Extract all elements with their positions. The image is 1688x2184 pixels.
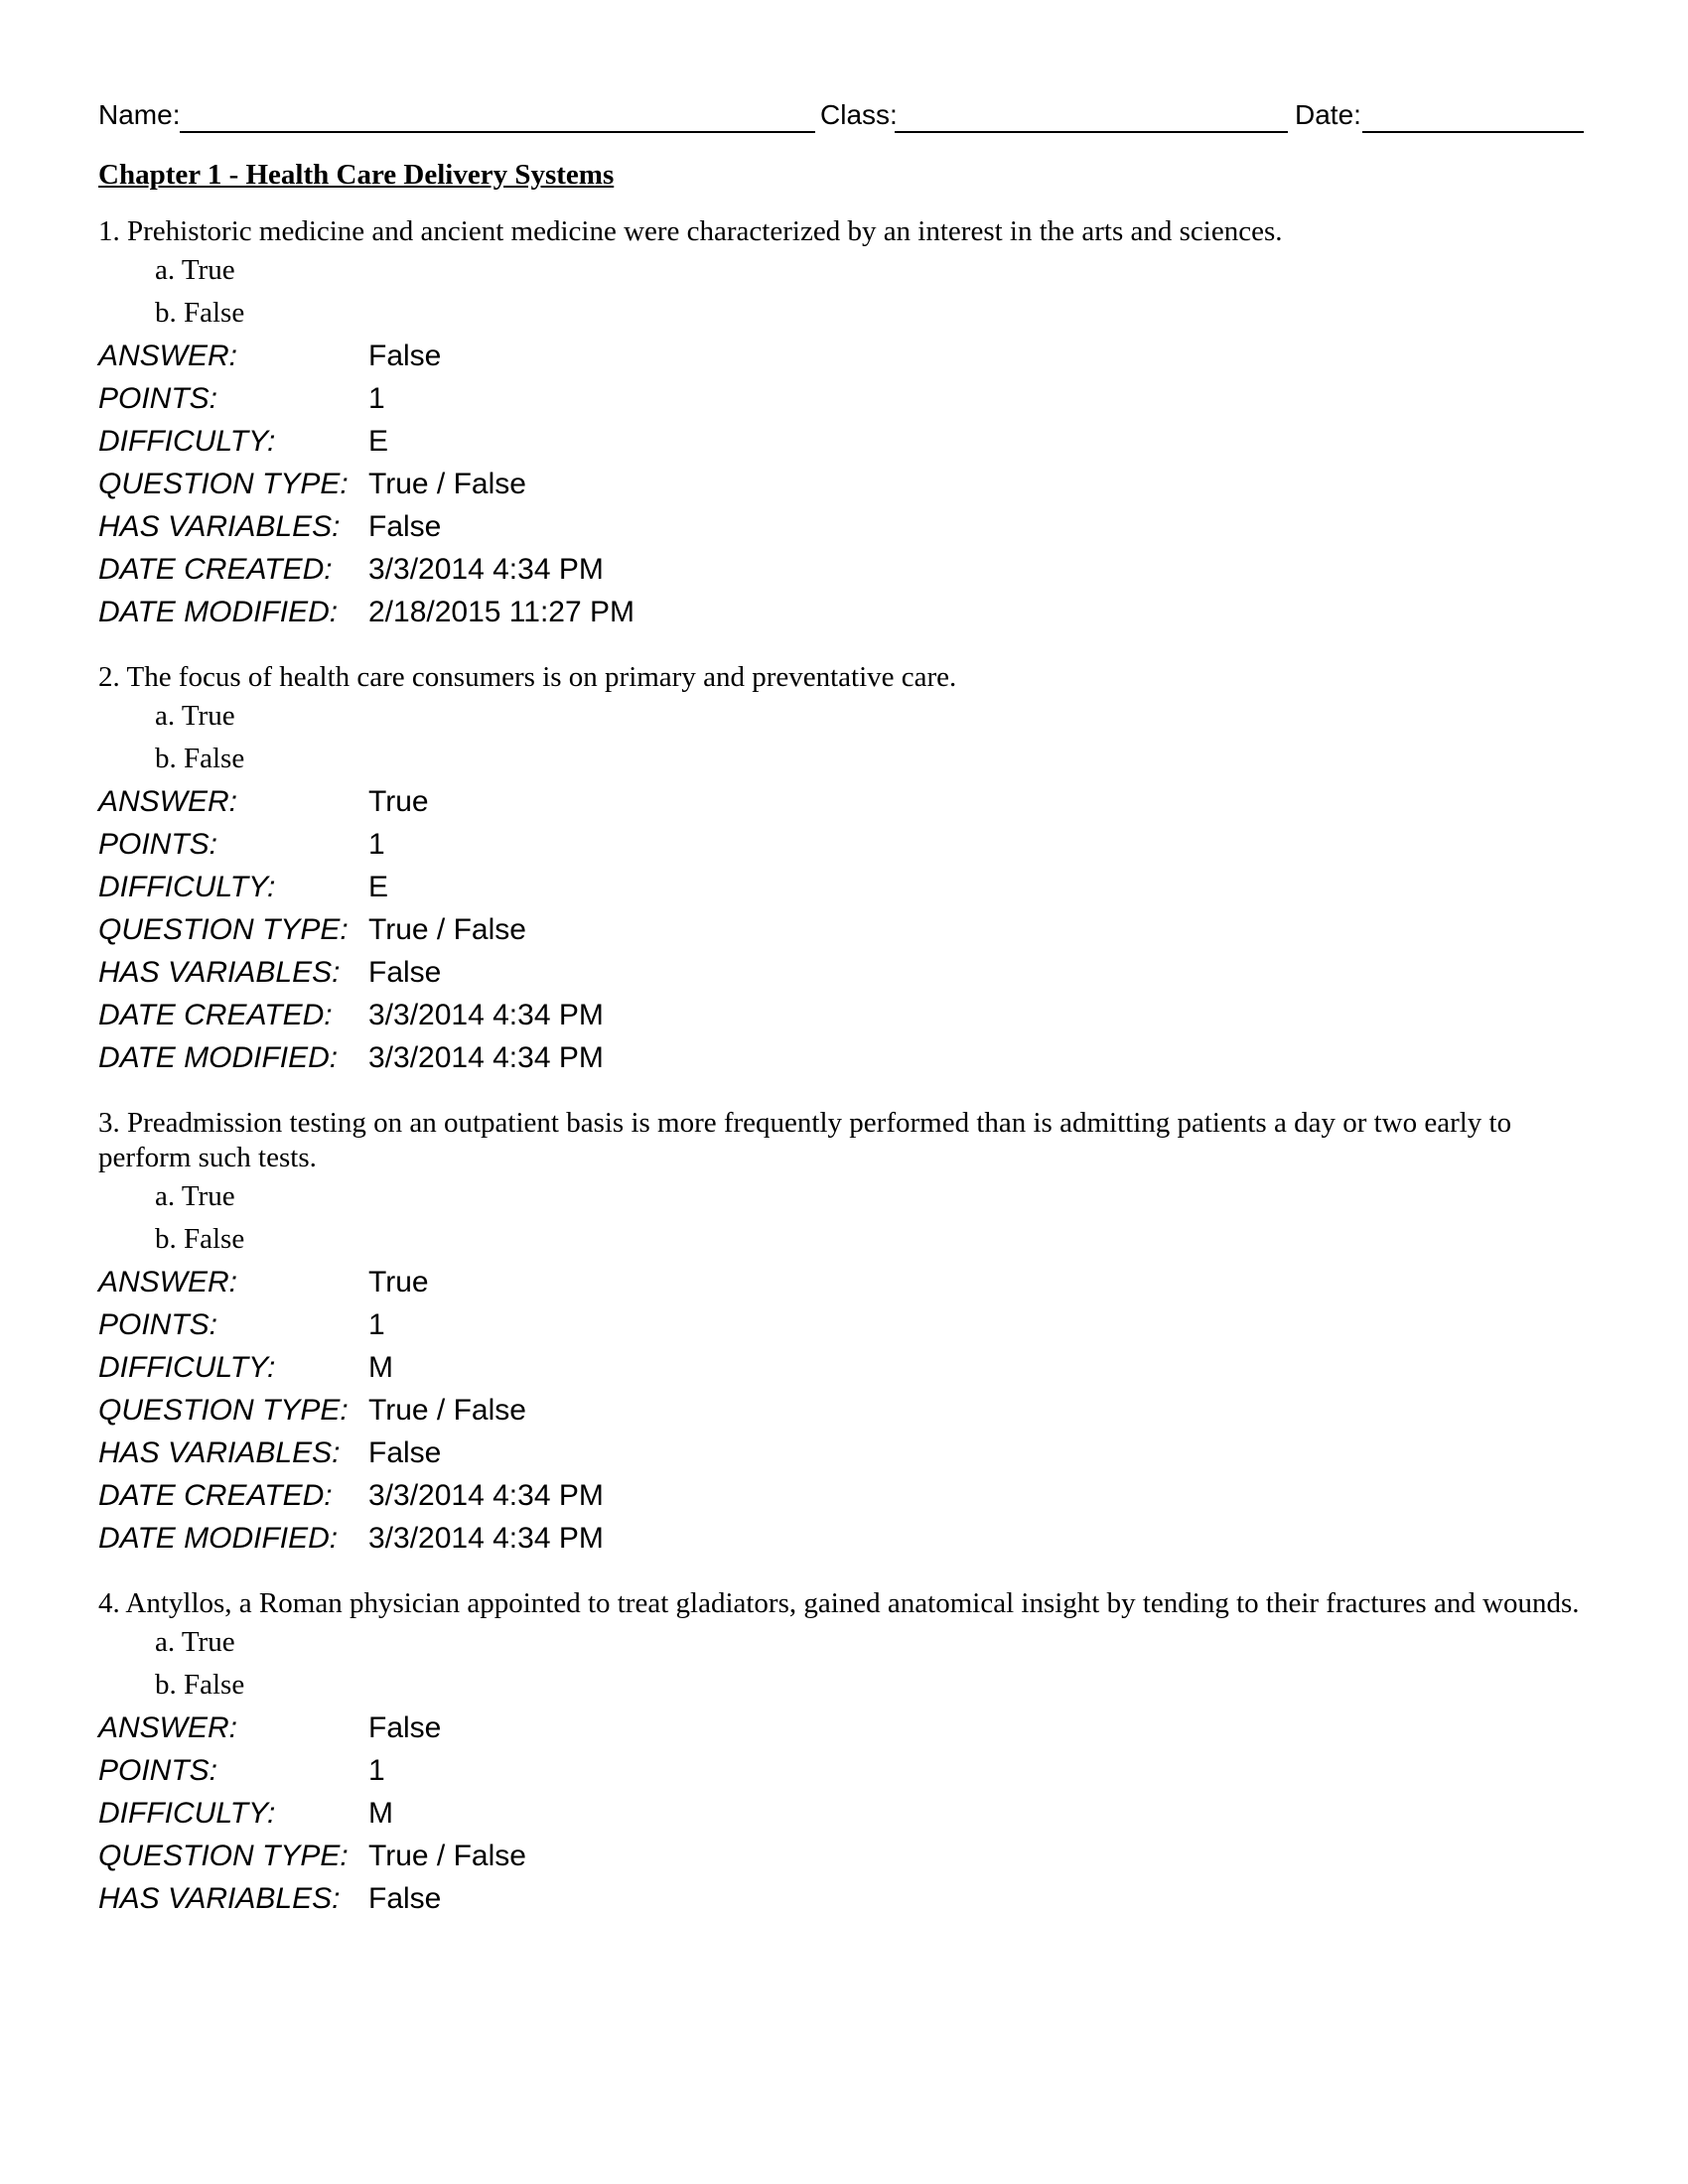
meta-label: HAS VARIABLES: (98, 956, 341, 989)
meta-value: M (368, 1797, 393, 1830)
question-item (98, 214, 1593, 633)
meta-label: HAS VARIABLES: (98, 1436, 341, 1469)
class-label: Class: (820, 99, 898, 130)
answer-options (98, 695, 1593, 780)
meta-label: POINTS: (98, 382, 218, 415)
meta-value: False (368, 1436, 442, 1469)
answer-options (98, 249, 1593, 335)
answer-options (98, 1621, 1593, 1706)
meta-value: 3/3/2014 4:34 PM (368, 1041, 604, 1074)
meta-value: False (368, 340, 442, 372)
meta-label: DIFFICULTY: (98, 1351, 276, 1384)
meta-value: 1 (368, 382, 385, 415)
question-text: 1. Prehistoric medicine and ancient medicine were characterized by an interest in the arts and sciences. (98, 215, 1283, 247)
meta-label: HAS VARIABLES: (98, 510, 341, 543)
meta-label: POINTS: (98, 828, 218, 861)
meta-label: DATE CREATED: (98, 1479, 333, 1512)
answer-options (98, 1175, 1593, 1261)
meta-row-date-modified (98, 1517, 1593, 1560)
meta-label: DIFFICULTY: (98, 425, 276, 458)
answer-option: b. False (155, 297, 245, 329)
meta-label: ANSWER: (98, 785, 238, 818)
meta-value: 3/3/2014 4:34 PM (368, 553, 604, 586)
meta-row-difficulty (98, 420, 1593, 463)
meta-row-points (98, 1303, 1593, 1346)
meta-row-answer (98, 780, 1593, 823)
meta-value: E (368, 871, 389, 903)
meta-row-date-modified (98, 591, 1593, 633)
meta-label: DIFFICULTY: (98, 1797, 276, 1830)
meta-row-answer (98, 335, 1593, 377)
meta-label: QUESTION TYPE: (98, 468, 349, 500)
question-item (98, 1106, 1593, 1560)
meta-value: 2/18/2015 11:27 PM (368, 596, 634, 628)
answer-option: a. True (155, 254, 235, 286)
meta-row-date-created (98, 994, 1593, 1036)
name-label: Name: (98, 99, 181, 130)
meta-value: M (368, 1351, 393, 1384)
answer-option: a. True (155, 700, 235, 732)
meta-row-question-type (98, 463, 1593, 505)
meta-row-has-variables (98, 1877, 1593, 1920)
meta-value: False (368, 1711, 442, 1744)
header-fields (98, 95, 1584, 135)
chapter-title: Chapter 1 - Health Care Delivery Systems (98, 159, 615, 191)
meta-label: QUESTION TYPE: (98, 1840, 349, 1872)
class-field[interactable] (895, 131, 1288, 133)
meta-value: True / False (368, 1840, 526, 1872)
meta-row-difficulty (98, 866, 1593, 908)
meta-row-points (98, 1749, 1593, 1792)
answer-option: b. False (155, 1223, 245, 1255)
meta-label: QUESTION TYPE: (98, 913, 349, 946)
meta-value: False (368, 510, 442, 543)
question-text: 4. Antyllos, a Roman physician appointed to treat gladiators, gained anatomical insight by tending to their fractures and wounds. (98, 1587, 1580, 1619)
meta-row-has-variables (98, 951, 1593, 994)
meta-row-date-created (98, 548, 1593, 591)
date-field[interactable] (1362, 131, 1584, 133)
meta-value: 1 (368, 1308, 385, 1341)
meta-label: DATE MODIFIED: (98, 1522, 339, 1555)
meta-value: 1 (368, 828, 385, 861)
meta-row-question-type (98, 1835, 1593, 1877)
question-text: 2. The focus of health care consumers is on primary and preventative care. (98, 661, 957, 693)
meta-row-date-created (98, 1474, 1593, 1517)
meta-value: 1 (368, 1754, 385, 1787)
meta-value: False (368, 1882, 442, 1915)
meta-row-points (98, 823, 1593, 866)
meta-row-points (98, 377, 1593, 420)
meta-label: QUESTION TYPE: (98, 1394, 349, 1427)
question-text: 3. Preadmission testing on an outpatient basis is more frequently performed than is admitting patients a day or two early to perform such tests. (98, 1107, 1512, 1173)
meta-value: 3/3/2014 4:34 PM (368, 1479, 604, 1512)
meta-value: True (368, 785, 429, 818)
meta-value: E (368, 425, 389, 458)
question-item (98, 1586, 1593, 1920)
meta-label: POINTS: (98, 1308, 218, 1341)
meta-label: ANSWER: (98, 340, 238, 372)
meta-row-date-modified (98, 1036, 1593, 1079)
meta-label: DATE CREATED: (98, 999, 333, 1031)
meta-row-question-type (98, 1389, 1593, 1432)
name-field[interactable] (180, 131, 815, 133)
meta-value: False (368, 956, 442, 989)
meta-value: 3/3/2014 4:34 PM (368, 999, 604, 1031)
meta-value: True / False (368, 913, 526, 946)
meta-row-difficulty (98, 1346, 1593, 1389)
meta-value: True / False (368, 468, 526, 500)
meta-row-difficulty (98, 1792, 1593, 1835)
meta-label: HAS VARIABLES: (98, 1882, 341, 1915)
answer-option: b. False (155, 1669, 245, 1701)
meta-row-answer (98, 1261, 1593, 1303)
meta-label: DATE MODIFIED: (98, 1041, 339, 1074)
meta-value: 3/3/2014 4:34 PM (368, 1522, 604, 1555)
date-label: Date: (1295, 99, 1361, 130)
answer-option: a. True (155, 1180, 235, 1212)
meta-row-has-variables (98, 505, 1593, 548)
meta-row-question-type (98, 908, 1593, 951)
question-list (98, 214, 1593, 1947)
meta-label: ANSWER: (98, 1266, 238, 1298)
meta-label: POINTS: (98, 1754, 218, 1787)
meta-row-answer (98, 1706, 1593, 1749)
meta-label: ANSWER: (98, 1711, 238, 1744)
meta-value: True (368, 1266, 429, 1298)
meta-label: DIFFICULTY: (98, 871, 276, 903)
meta-label: DATE CREATED: (98, 553, 333, 586)
meta-value: True / False (368, 1394, 526, 1427)
meta-label: DATE MODIFIED: (98, 596, 339, 628)
answer-option: a. True (155, 1626, 235, 1658)
meta-row-has-variables (98, 1432, 1593, 1474)
question-item (98, 660, 1593, 1079)
answer-option: b. False (155, 743, 245, 774)
